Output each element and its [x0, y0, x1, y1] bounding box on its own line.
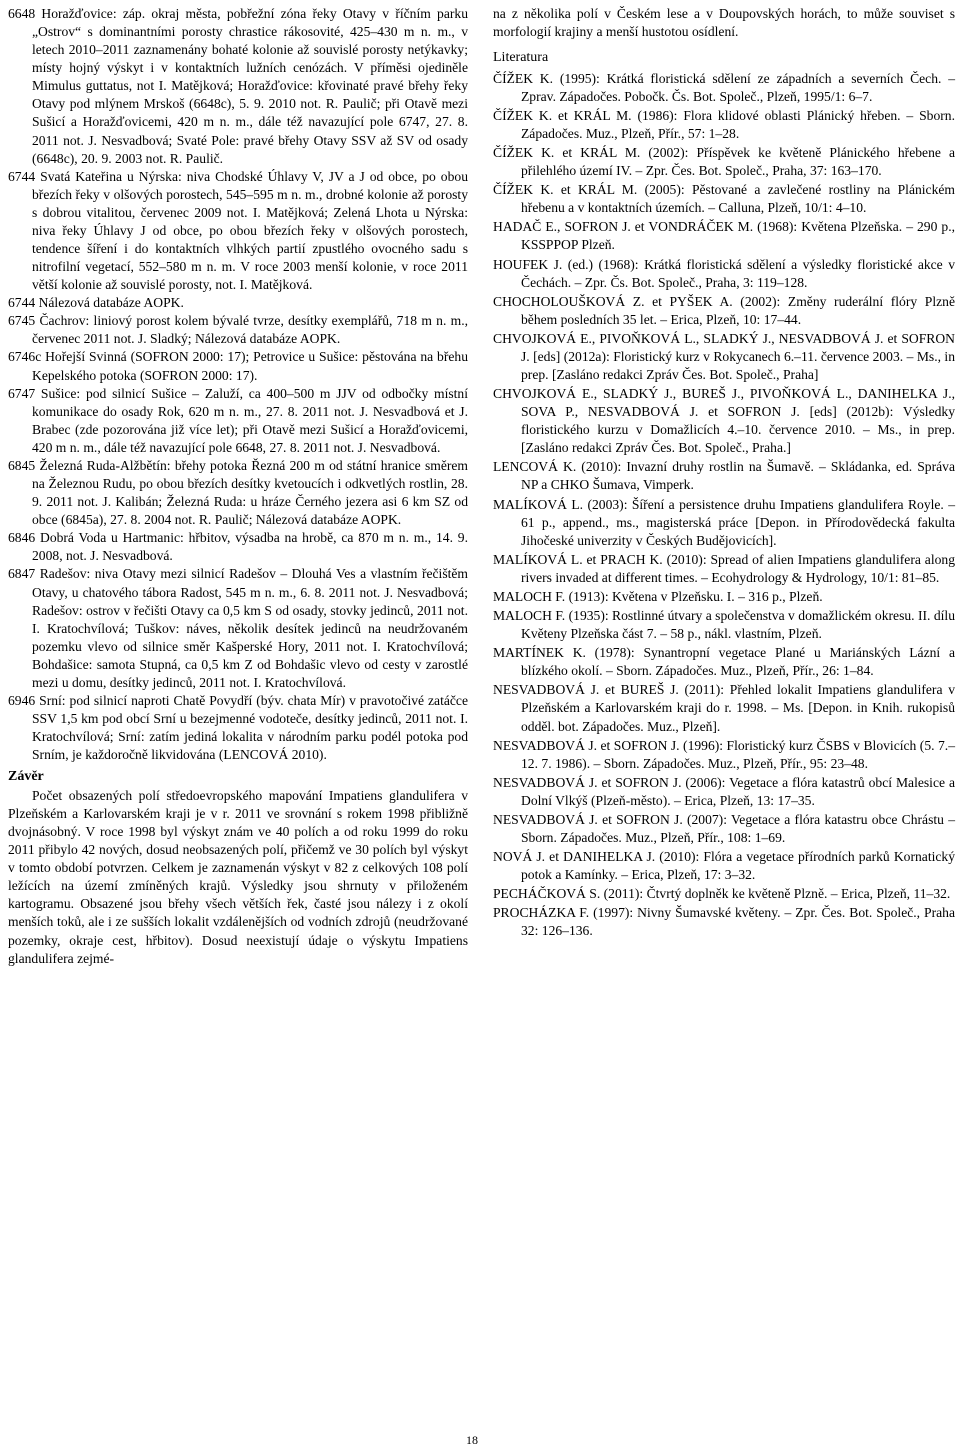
conclusion-paragraph: Počet obsazených polí středoevropského mapování Impatiens glandulifera v Plzeňském a Karlovarském kraji je v r. 2011 ve srovnání s rokem 1998 přibližně dvojnásobný. V roce 1998 byl výskyt znám ve 40 polích a od roku 1999 do roku 2011 přibylo 42 nových, dosud neobsazených polí, přičemž ve 30 polích byl výskyt v tomto období potvrzen. Celkem je zaznamenán výskyt v 82 z celkových 108 polí ležících na území zmíněných krajů. Výsledky jsou shrnuty v přiloženém kartogramu. Obsazené jsou břehy všech větších řek, časté jsou nálezy i z okolí menších toků, ale i ze sušších lokalit vzdálenějších od vodních zdrojů (neudržované pozemky, okraje cest, hřbitov). Dosud neexistují údaje o výskytu Impatiens glandulifera zejmé- [8, 787, 468, 966]
locality-entry-6648: 6648 Horažďovice: záp. okraj města, pobřežní zóna řeky Otavy v říčním parku „Ostrov“ s dominantními porosty chrastice rákosovité, 425–430 m n. m., v letech 2010–2011 zaznamenány bohaté kolonie až souvislé porosty netýkavky; místy hojný výskyt i v kontaktních lužních cenózách. V příměsi ojediněle Mimulus guttatus, not I. Matějková; Horažďovice: křovinaté pravé břehy řeky Otavy pod mlýnem Mrskoš (6648c), 5. 9. 2010 not. R. Paulič; při Otavě mezi Sušicí a Horažďovicemi, 420 m n. m., dále též navazující pole 6747, 27. 8. 2011 not. J. Nesvadbová; Svaté Pole: pravé břehy Otavy SSV až SV od osady (6648c), 20. 9. 2003 not. R. Paulič. [8, 6, 468, 166]
reference-item: NESVADBOVÁ J. et SOFRON J. (2007): Vegetace a flóra katastru obce Chrástu – Sborn. Západočes. Muz., Plzeň, Přír., 108: 1–69. [493, 811, 955, 845]
reference-item: CHOCHOLOUŠKOVÁ Z. et PYŠEK A. (2002): Změny ruderální flóry Plzně během posledních 35 let. – Erica, Plzeň, 10: 17–44. [493, 293, 955, 327]
reference-item: ČÍŽEK K. et KRÁL M. (1986): Flora klidové oblasti Plánický hřeben. – Sborn. Západočes. Muz., Plzeň, Přír., 57: 1–28. [493, 107, 955, 141]
locality-entry-6747: 6747 Sušice: pod silnicí Sušice – Zaluží, ca 400–500 m JJV od odbočky místní komunikace do osady Rok, 620 m n. m., 27. 8. 2011 not. J. Nesvadbová et J. Brabec (zde pozorována již více let); při Otavě mezi Sušicí a Horažďovicemi, 420 m n. m., dále též navazující pole 6648, 27. 8. 2011 not. J. Nesvadbová. [8, 385, 468, 455]
locality-entry-6745: 6745 Čachrov: liniový porost kolem bývalé tvrze, desítky exemplářů, 718 m n. m., červenec 2011 not. J. Sladký; Nálezová databáze AOPK. [8, 313, 468, 347]
locality-entry-6847: 6847 Radešov: niva Otavy mezi silnicí Radešov – Dlouhá Ves a vlastním řečištěm Otavy, u chatového tábora Radost, 545 m n. m., 6. 8. 2011 not. J. Nesvadbová; Radešov: ostrov v řečišti Otavy ca 0,5 km S od osady, stovky jedinců, 2011 not. I. Kratochvílová; Tuškov: náves, několik desítek jedinců na neudržovaném pozemku vlevo od silnice směr Kašperské Hory, 2011 not. I. Kratochvílová; Bohdašice: samota Stupná, ca 0,5 km Z od Bohdašic vlevo od cesty v zarostlé mezi u domu, desítky jedinců, 2011 not. I. Kratochvílová. [8, 566, 468, 690]
reference-item: MALÍKOVÁ L. et PRACH K. (2010): Spread of alien Impatiens glandulifera along rivers invaded at different times. – Ecohydrology & Hydrology, 10/1: 81–85. [493, 551, 955, 585]
reference-item: ČÍŽEK K. et KRÁL M. (2002): Příspěvek ke květeně Plánického hřebene a přilehlého území IV. – Zpr. Čes. Bot. Společ., Praha, 37: 163–170. [493, 145, 955, 179]
conclusion-heading: Závěr [8, 769, 44, 785]
reference-item: CHVOJKOVÁ E., SLADKÝ J., BUREŠ J., PIVOŇKOVÁ L., DANIHELKA J., SOVA P., NESVADBOVÁ J. et SOFRON J. [eds] (2012b): Výsledky floristického kurzu v Domažlicích 4.–10. července 2010. – Ms., in prep. [Zasláno redakci Zpráv Čes. Bot. Společ., Praha.] [493, 386, 955, 456]
reference-item: NESVADBOVÁ J. et SOFRON J. (2006): Vegetace a flóra katastrů obcí Malesice a Dolní Vlkýš (Plzeň-město). – Erica, Plzeň, 13: 17–35. [493, 774, 955, 808]
reference-item: MALOCH F. (1935): Rostlinné útvary a společenstva v domažlickém okresu. II. dílu Květeny Plzeňska část 7. – 58 p., nákl. vlastním, Plzeň. [493, 608, 955, 642]
locality-entry-6845: 6845 Železná Ruda-Alžbětín: břehy potoka Řezná 200 m od státní hranice směrem na Železnou Rudu, po obou březích desítky kvetoucích i odkvetlých rostlin, 28. 9. 2011 not. J. Kalibán; Železná Ruda: u hráze Černého jezera asi 6 km SZ od obce (6845a), 27. 8. 2004 not. R. Paulič; Nálezová databáze AOPK. [8, 457, 468, 528]
locality-entry-6846: 6846 Dobrá Voda u Hartmanic: hřbitov, výsadba na hrobě, ca 870 m n. m., 14. 9. 2008, not. J. Nesvadbová. [8, 530, 468, 564]
reference-item: HOUFEK J. (ed.) (1968): Krátká floristická sdělení a výsledky floristické akce v Čechách. – Zpr. Čs. Bot. Společ., Praha, 3: 119–128. [493, 256, 955, 290]
locality-entry-6946: 6946 Srní: pod silnicí naproti Chatě Povydří (býv. chata Mír) v pravotočivé zatáčce SSV 1,5 km pod obcí Srní u bezejmenné vodoteče, desítky jedinců, 2011 not. I. Kratochvílová; Srní: zatím jediná lokalita v národním parku podél potoka pod Srním, je každoročně likvidována (LENCOVÁ 2010). [8, 692, 468, 763]
locality-entry-6746c: 6746c Hořejší Svinná (SOFRON 2000: 17); Petrovice u Sušice: pěstována na břehu Kepelského potoka (SOFRON 2000: 17). [8, 349, 468, 383]
reference-item: MALÍKOVÁ L. (2003): Šíření a persistence druhu Impatiens glandulifera Royle. – 61 p., append., ms., magisterská práce [Depon. in Přírodovědecká fakulta Jihočeské univerzity v Českých Budějovicích]. [493, 496, 955, 548]
reference-item: PROCHÁZKA F. (1997): Nivny Šumavské květeny. – Zpr. Čes. Bot. Společ., Praha 32: 126–136. [493, 905, 955, 939]
reference-item: PECHÁČKOVÁ S. (2011): Čtvrtý doplněk ke květeně Plzně. – Erica, Plzeň, 11–32. [493, 886, 951, 902]
reference-item: ČÍŽEK K. et KRÁL M. (2005): Pěstované a zavlečené rostliny na Plánickém hřebenu a v kontaktních územích. – Calluna, Plzeň, 10/1: 4–10. [493, 182, 955, 216]
reference-item: NOVÁ J. et DANIHELKA J. (2010): Flóra a vegetace přírodních parků Kornatický potok a Kamínky. – Erica, Plzeň, 17: 3–32. [493, 849, 955, 883]
reference-item: MALOCH F. (1913): Květena v Plzeňsku. I. – 316 p., Plzeň. [493, 588, 823, 604]
literature-heading: Literatura [493, 50, 549, 66]
reference-item: NESVADBOVÁ J. et SOFRON J. (1996): Floristický kurz ČSBS v Blovicích (5. 7.–12. 7. 1986). – Sborn. Západočes. Muz., Plzeň, Přír., 95: 23–48. [493, 737, 955, 771]
reference-item: NESVADBOVÁ J. et BUREŠ J. (2011): Přehled lokalit Impatiens glandulifera v Plzeňském a Karlovarském kraji do r. 1998. – Ms. [Depon. in Knih. rukopisů odděl. bot. Západočes. Muz., Plzeň]. [493, 682, 955, 734]
reference-item: ČÍŽEK K. (1995): Krátká floristická sdělení ze západních a severních Čech. – Zprav. Západočes. Pobočk. Čs. Bot. Společ., Plzeň, 1995/1: 6–7. [493, 70, 955, 104]
locality-entry-6744-db: 6744 Nálezová databáze AOPK. [8, 295, 184, 311]
left-column [8, 5, 468, 968]
reference-item: HADAČ E., SOFRON J. et VONDRÁČEK M. (1968): Květena Plzeňska. – 290 p., KSSPPOP Plzeň. [493, 219, 955, 253]
reference-item: MARTÍNEK K. (1978): Synantropní vegetace Plané u Mariánských Lázní a blízkého okolí. – Sborn. Západočes. Muz., Plzeň, Přír., 26: 1–84. [493, 645, 955, 679]
reference-item: CHVOJKOVÁ E., PIVOŇKOVÁ L., SLADKÝ J., NESVADBOVÁ J. et SOFRON J. [eds] (2012a): Floristický kurz v Rokycanech 6.–11. července 2003. – Ms., in prep. [Zasláno redakci Zpráv Čes. Bot. Společ., Praha] [493, 330, 955, 383]
right-column [493, 5, 955, 941]
reference-item: LENCOVÁ K. (2010): Invazní druhy rostlin na Šumavě. – Skládanka, ed. Správa NP a CHKO Šumava, Vimperk. [493, 459, 955, 493]
locality-entry-6744: 6744 Svatá Kateřina u Nýrska: niva Chodské Úhlavy V, JV a J od obce, po obou březích řeky v olšových porostech, 545–595 m n. m., drobné kolonie až porosty s dobrou vitalitou, červenec 2009 not. I. Matějková; Zelená Lhota u Nýrska: niva řeky Úhlavy J od obce, po obou březích řeky v olšových porostech, tendence šíření i do kontaktních vlhkých partií zpustlého ovocného sadu s nitrofilní vegetací, 552–580 m n. m. V roce 2003 menší kolonie, v roce 2011 větší kolonie až souvislé porosty, not. I. Matějková. [8, 168, 468, 293]
conclusion-continuation: na z několika polí v Českém lese a v Doupovských horách, to může souviset s morfologií krajiny a menší hustotou osídlení. [493, 6, 955, 40]
page-number: 18 [466, 1433, 478, 1447]
